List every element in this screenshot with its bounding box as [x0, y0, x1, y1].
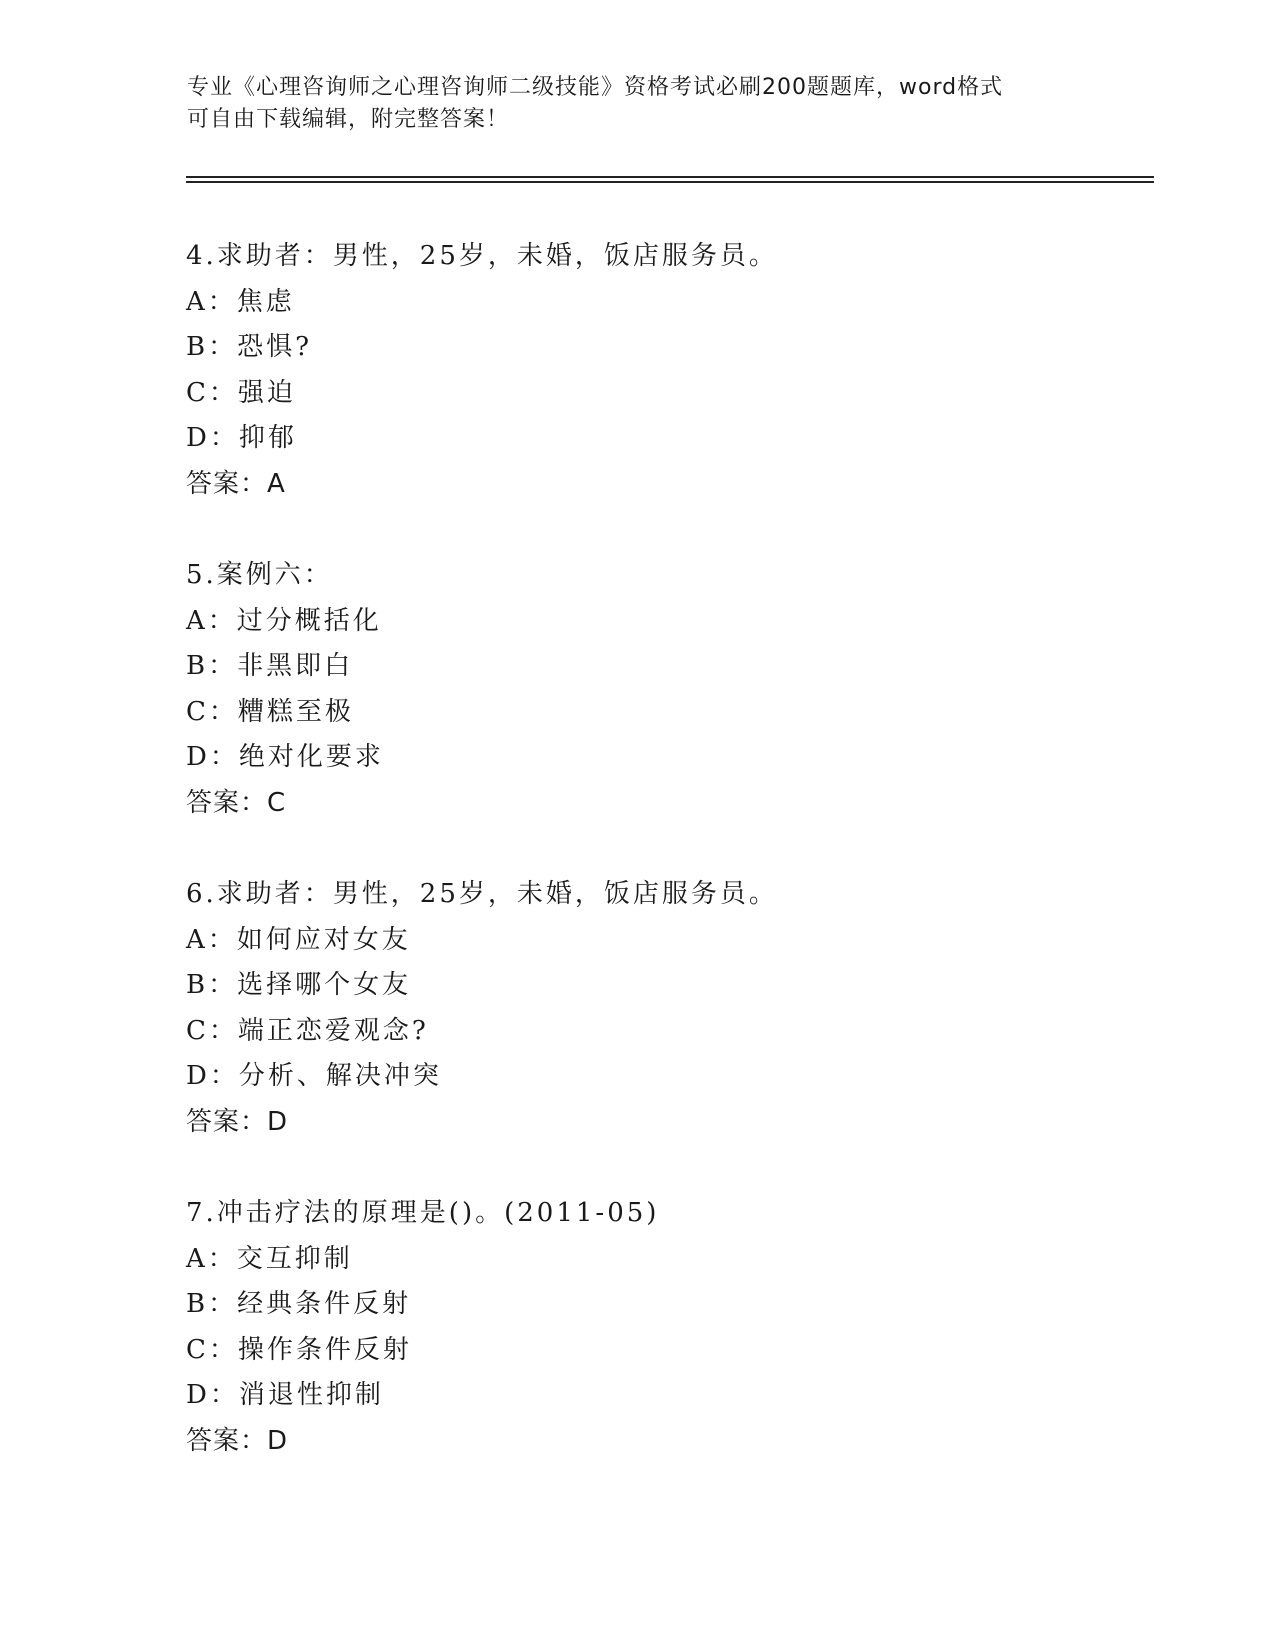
document-header: [187, 72, 1087, 136]
option-a: A：过分概括化: [186, 605, 382, 636]
option-d: D：消退性抑制: [186, 1380, 384, 1410]
header-divider-top: [186, 176, 1154, 178]
answer: 答案：C: [186, 787, 287, 818]
option-a: A：焦虑: [186, 286, 295, 317]
answer: 答案：D: [186, 1425, 289, 1456]
option-c: C：强迫: [186, 377, 296, 408]
option-d: D：分析、解决冲突: [186, 1061, 442, 1091]
option-a: A：交互抑制: [186, 1243, 353, 1274]
header-title-line-2: 可自由下载编辑，附完整答案！: [187, 107, 510, 132]
option-d: D：抑郁: [186, 423, 297, 453]
question-5: [186, 553, 1136, 826]
option-d: D：绝对化要求: [186, 742, 384, 772]
answer: 答案：D: [186, 1106, 289, 1137]
option-b: B：选择哪个女友: [186, 970, 412, 1000]
option-c: C：糟糕至极: [186, 696, 354, 727]
option-c: C：操作条件反射: [186, 1334, 412, 1365]
answer: 答案：A: [186, 468, 286, 499]
header-divider-bottom: [186, 181, 1154, 183]
option-a: A：如何应对女友: [186, 924, 411, 955]
option-c: C：端正恋爱观念?: [186, 1015, 429, 1046]
question-stem: 7.冲击疗法的原理是()。(2011-05): [186, 1198, 660, 1228]
option-b: B：恐惧?: [186, 332, 313, 362]
question-stem: 4.求助者：男性，25岁，未婚，饭店服务员。: [186, 241, 778, 271]
header-title-line-1: 专业《心理咨询师之心理咨询师二级技能》资格考试必刷200题题库，word格式: [187, 75, 1004, 100]
question-stem: 6.求助者：男性，25岁，未婚，饭店服务员。: [186, 879, 778, 909]
option-b: B：经典条件反射: [186, 1289, 412, 1319]
option-b: B：非黑即白: [186, 651, 354, 681]
question-6: [186, 872, 1136, 1145]
question-7: [186, 1191, 1136, 1464]
question-4: [186, 234, 1136, 507]
question-stem: 5.案例六：: [186, 560, 333, 590]
